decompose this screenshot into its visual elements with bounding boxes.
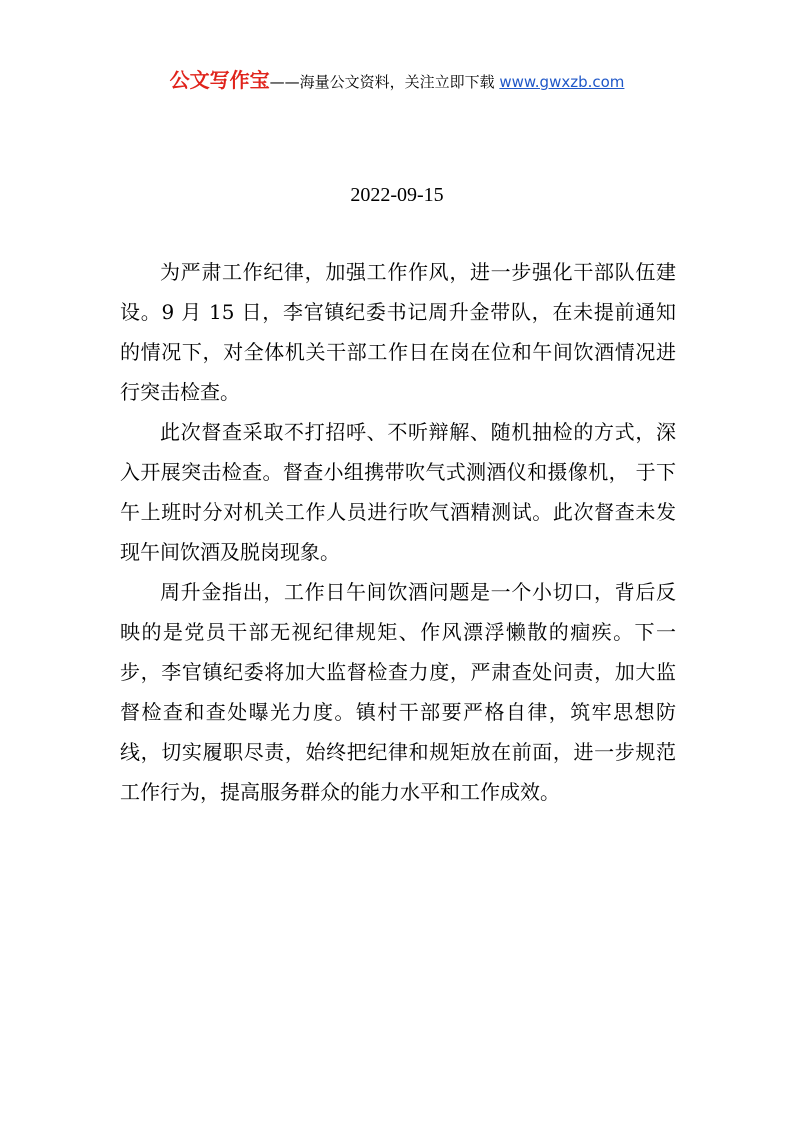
page-header (0, 64, 794, 93)
document-date: 2022-09-15 (350, 184, 444, 206)
paragraph-2: 此次督查采取不打招呼、不听辩解、随机抽检的方式，深入开展突击检查。督查小组携带吹气式测酒仪和摄像机， 于下午上班时分对机关工作人员进行吹气酒精测试。此次督查未发现午间饮酒及脱岗现象。 (120, 420, 676, 564)
document-body (120, 252, 676, 812)
brand-name: 公文写作宝 (169, 68, 270, 92)
paragraph-1: 为严肃工作纪律，加强工作作风，进一步强化干部队伍建设。9 月 15 日，李官镇纪委书记周升金带队，在未提前通知的情况下，对全体机关干部工作日在岗在位和午间饮酒情况进行突击检查。 (120, 260, 676, 404)
header-slogan: ——海量公文资料，关注立即下载 (269, 73, 500, 91)
website-link[interactable]: www.gwxzb.com (499, 73, 625, 91)
paragraph-3: 周升金指出，工作日午间饮酒问题是一个小切口，背后反映的是党员干部无视纪律规矩、作风漂浮懒散的痼疾。下一步，李官镇纪委将加大监督检查力度，严肃查处问责，加大监督检查和查处曝光力度。镇村干部要严格自律，筑牢思想防线，切实履职尽责，始终把纪律和规矩放在前面，进一步规范工作行为，提高服务群众的能力水平和工作成效。 (120, 580, 676, 804)
